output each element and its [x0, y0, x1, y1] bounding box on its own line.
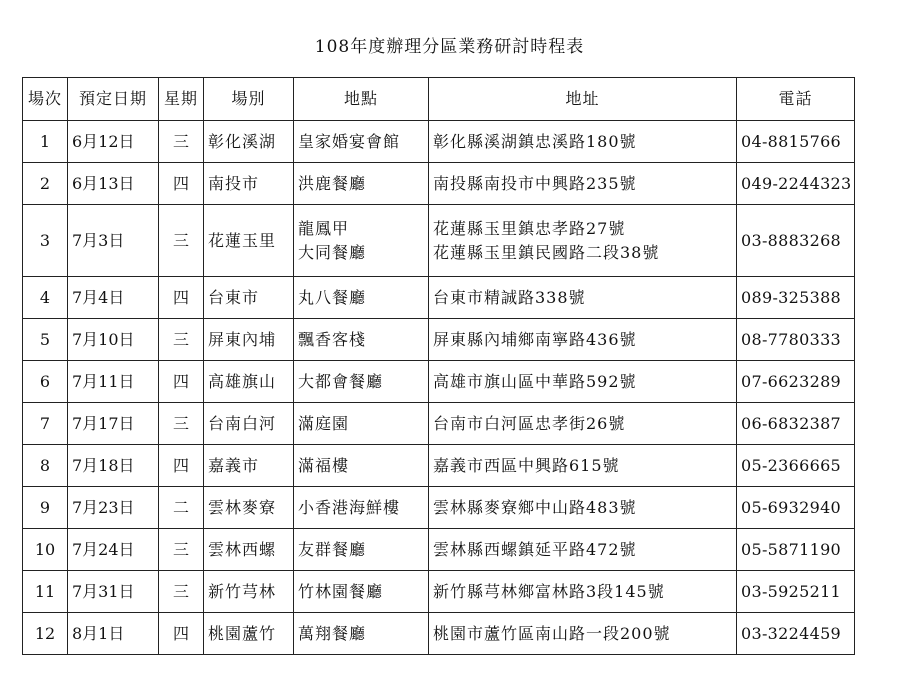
- cell-site: 台南白河: [204, 403, 294, 445]
- cell-site: 高雄旗山: [204, 361, 294, 403]
- cell-date: 7月18日: [68, 445, 159, 487]
- cell-date: 6月13日: [68, 163, 159, 205]
- cell-venue: [294, 403, 429, 445]
- cell-day: 三: [159, 529, 204, 571]
- header-no: 場次: [23, 78, 68, 121]
- venue-line: 洪鹿餐廳: [298, 173, 367, 193]
- cell-phone: 07-6623289: [737, 361, 855, 403]
- address-line: 雲林縣西螺鎮延平路472號: [433, 539, 637, 559]
- cell-venue: [294, 445, 429, 487]
- cell-address: [429, 121, 737, 163]
- cell-no: 5: [23, 319, 68, 361]
- cell-site: 屏東內埔: [204, 319, 294, 361]
- cell-site: 嘉義市: [204, 445, 294, 487]
- table-row: [23, 487, 855, 529]
- header-site: 場別: [204, 78, 294, 121]
- cell-day: 四: [159, 163, 204, 205]
- cell-day: 三: [159, 121, 204, 163]
- address-line: 高雄市旗山區中華路592號: [433, 371, 637, 391]
- cell-no: 3: [23, 205, 68, 277]
- address-line: 雲林縣麥寮鄉中山路483號: [433, 497, 637, 517]
- cell-no: 6: [23, 361, 68, 403]
- header-venue: 地點: [294, 78, 429, 121]
- cell-date: 7月23日: [68, 487, 159, 529]
- cell-venue: [294, 319, 429, 361]
- venue-line: 小香港海鮮樓: [298, 497, 401, 517]
- venue-line: 滿福樓: [298, 455, 350, 475]
- cell-address: [429, 361, 737, 403]
- cell-day: 四: [159, 445, 204, 487]
- venue-line: 友群餐廳: [298, 539, 367, 559]
- table-row: [23, 361, 855, 403]
- address-line: 南投縣南投市中興路235號: [433, 173, 637, 193]
- cell-no: 8: [23, 445, 68, 487]
- cell-day: 三: [159, 205, 204, 277]
- venue-line: 龍鳳甲: [298, 218, 350, 238]
- header-date: 預定日期: [68, 78, 159, 121]
- cell-venue: [294, 361, 429, 403]
- cell-venue: [294, 163, 429, 205]
- cell-site: 台東市: [204, 277, 294, 319]
- address-line: 花蓮縣玉里鎮民國路二段38號: [433, 242, 660, 262]
- cell-venue: [294, 571, 429, 613]
- cell-venue: [294, 529, 429, 571]
- cell-day: 三: [159, 319, 204, 361]
- venue-line: 飄香客棧: [298, 329, 367, 349]
- cell-date: 6月12日: [68, 121, 159, 163]
- table-row: [23, 403, 855, 445]
- cell-no: 2: [23, 163, 68, 205]
- cell-no: 4: [23, 277, 68, 319]
- cell-venue: [294, 487, 429, 529]
- cell-site: 花蓮玉里: [204, 205, 294, 277]
- cell-date: 7月10日: [68, 319, 159, 361]
- cell-no: 7: [23, 403, 68, 445]
- address-line: 彰化縣溪湖鎮忠溪路180號: [433, 131, 637, 151]
- cell-no: 9: [23, 487, 68, 529]
- table-row: [23, 205, 855, 277]
- venue-line: 大都會餐廳: [298, 371, 384, 391]
- table-row: [23, 163, 855, 205]
- cell-venue: [294, 277, 429, 319]
- address-line: 台東市精誠路338號: [433, 287, 586, 307]
- cell-phone: 06-6832387: [737, 403, 855, 445]
- cell-day: 四: [159, 277, 204, 319]
- table-row: [23, 277, 855, 319]
- cell-date: 7月24日: [68, 529, 159, 571]
- cell-date: 7月31日: [68, 571, 159, 613]
- venue-line: 竹林園餐廳: [298, 581, 384, 601]
- cell-site: 新竹芎林: [204, 571, 294, 613]
- cell-day: 三: [159, 571, 204, 613]
- cell-phone: 089-325388: [737, 277, 855, 319]
- header-phone: 電話: [737, 78, 855, 121]
- table-row: [23, 571, 855, 613]
- table-row: [23, 613, 855, 655]
- cell-address: [429, 529, 737, 571]
- venue-line: 大同餐廳: [298, 242, 367, 262]
- cell-date: 7月3日: [68, 205, 159, 277]
- header-row: [23, 78, 855, 121]
- header-address: 地址: [429, 78, 737, 121]
- cell-day: 四: [159, 613, 204, 655]
- cell-phone: 03-8883268: [737, 205, 855, 277]
- cell-no: 11: [23, 571, 68, 613]
- address-line: 新竹縣芎林鄉富林路3段145號: [433, 581, 665, 601]
- schedule-table: [22, 77, 855, 655]
- cell-no: 1: [23, 121, 68, 163]
- cell-address: [429, 403, 737, 445]
- cell-date: 7月11日: [68, 361, 159, 403]
- cell-address: [429, 163, 737, 205]
- cell-address: [429, 487, 737, 529]
- table-row: [23, 445, 855, 487]
- cell-no: 10: [23, 529, 68, 571]
- cell-phone: 03-3224459: [737, 613, 855, 655]
- venue-line: 滿庭園: [298, 413, 350, 433]
- cell-address: [429, 277, 737, 319]
- header-day: 星期: [159, 78, 204, 121]
- cell-site: 南投市: [204, 163, 294, 205]
- venue-line: 皇家婚宴會館: [298, 131, 401, 151]
- cell-date: 7月4日: [68, 277, 159, 319]
- cell-phone: 05-6932940: [737, 487, 855, 529]
- table-row: [23, 121, 855, 163]
- cell-address: [429, 445, 737, 487]
- cell-venue: [294, 121, 429, 163]
- cell-site: 雲林麥寮: [204, 487, 294, 529]
- cell-venue: [294, 613, 429, 655]
- cell-address: [429, 319, 737, 361]
- cell-phone: 03-5925211: [737, 571, 855, 613]
- address-line: 台南市白河區忠孝街26號: [433, 413, 626, 433]
- cell-day: 三: [159, 403, 204, 445]
- cell-phone: 049-2244323: [737, 163, 855, 205]
- cell-venue: [294, 205, 429, 277]
- address-line: 嘉義市西區中興路615號: [433, 455, 620, 475]
- page-title: 108年度辦理分區業務研討時程表: [314, 37, 585, 57]
- cell-address: [429, 571, 737, 613]
- address-line: 桃園市蘆竹區南山路一段200號: [433, 623, 671, 643]
- cell-date: 8月1日: [68, 613, 159, 655]
- cell-site: 桃園蘆竹: [204, 613, 294, 655]
- cell-day: 二: [159, 487, 204, 529]
- venue-line: 丸八餐廳: [298, 287, 367, 307]
- table-row: [23, 529, 855, 571]
- cell-address: [429, 205, 737, 277]
- cell-site: 彰化溪湖: [204, 121, 294, 163]
- cell-site: 雲林西螺: [204, 529, 294, 571]
- venue-line: 萬翔餐廳: [298, 623, 367, 643]
- cell-day: 四: [159, 361, 204, 403]
- address-line: 花蓮縣玉里鎮忠孝路27號: [433, 218, 626, 238]
- cell-phone: 05-5871190: [737, 529, 855, 571]
- cell-phone: 05-2366665: [737, 445, 855, 487]
- cell-date: 7月17日: [68, 403, 159, 445]
- address-line: 屏東縣內埔鄉南寧路436號: [433, 329, 637, 349]
- cell-phone: 04-8815766: [737, 121, 855, 163]
- cell-no: 12: [23, 613, 68, 655]
- table-row: [23, 319, 855, 361]
- cell-phone: 08-7780333: [737, 319, 855, 361]
- cell-address: [429, 613, 737, 655]
